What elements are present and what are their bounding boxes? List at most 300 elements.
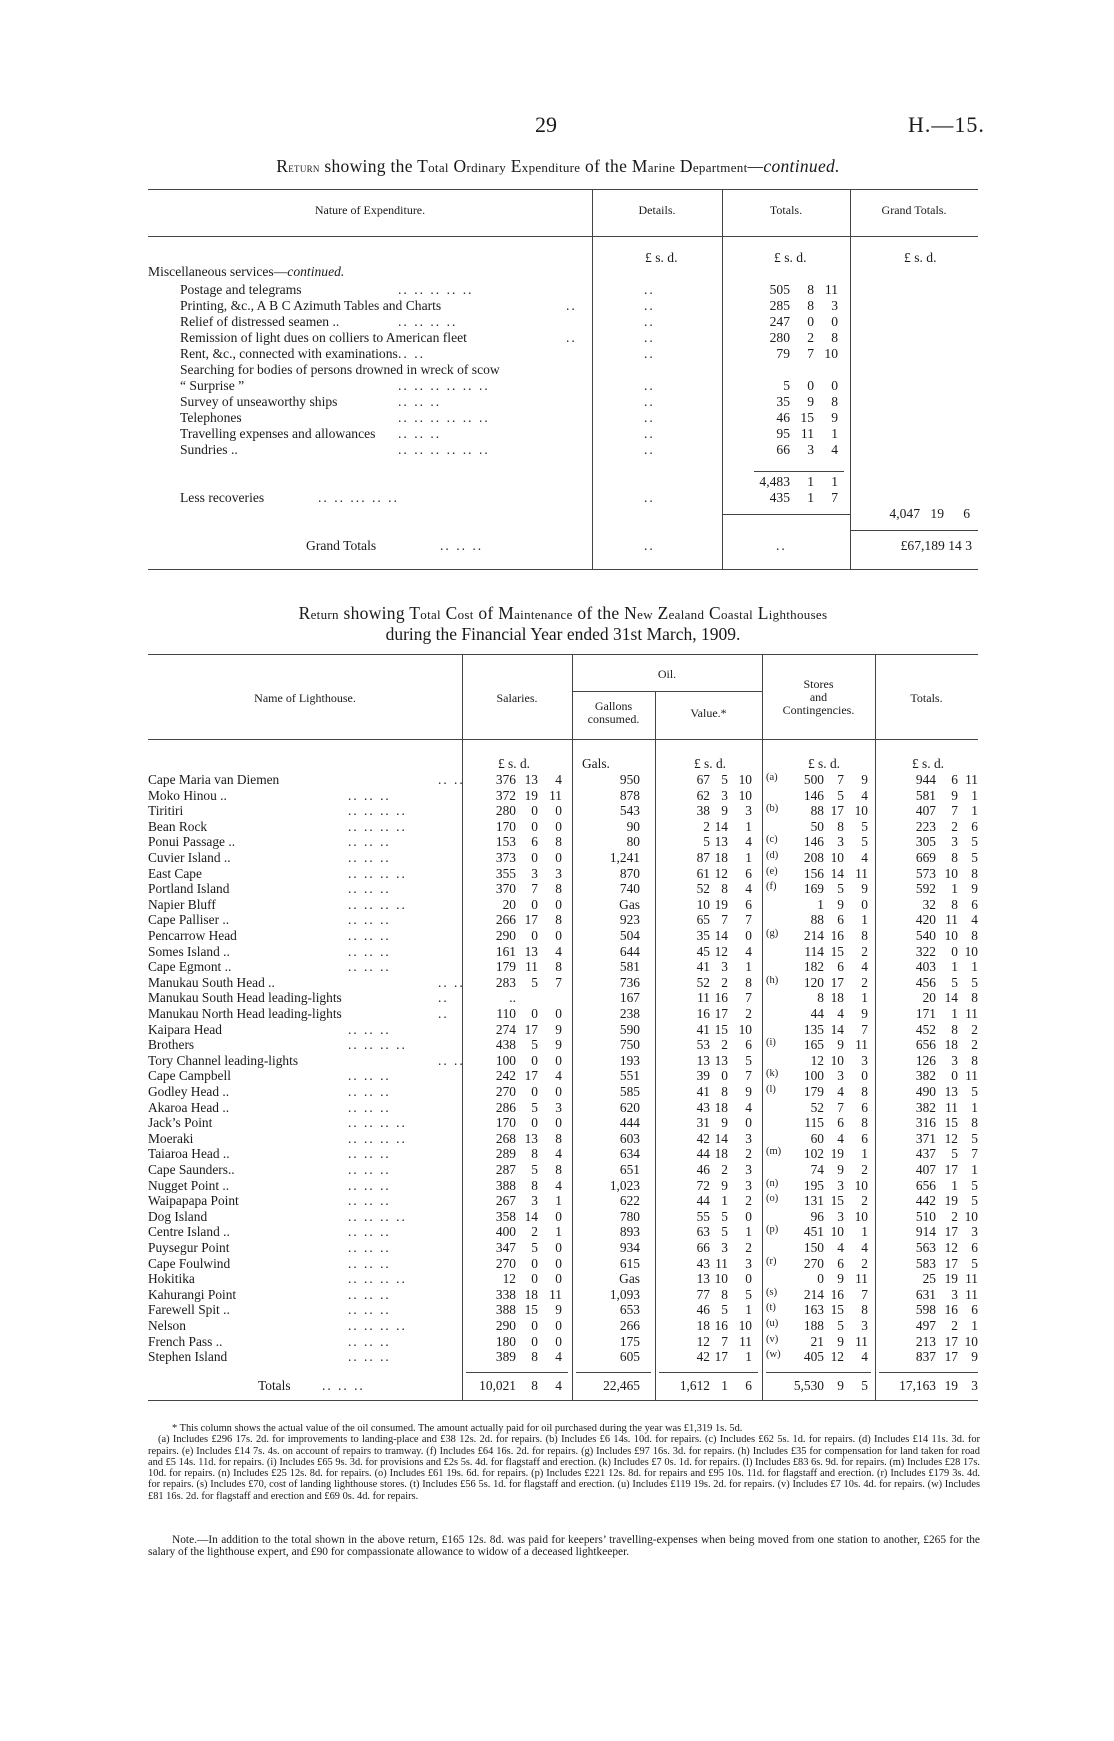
oil-value-pounds: 41 xyxy=(696,1084,710,1099)
total-shillings: 19 xyxy=(944,1193,958,1209)
total-shillings: 8 xyxy=(951,1021,958,1037)
stores-pence: 4 xyxy=(861,787,868,803)
lighthouse-name: Tiritiri xyxy=(148,803,184,819)
total-shillings: 7 xyxy=(951,803,958,819)
total-pence: 5 xyxy=(971,1130,978,1146)
oil-value-pence: 1 xyxy=(745,1302,752,1318)
oil-value-pence: 10 xyxy=(738,1318,752,1333)
row-dots: .. .. .. xyxy=(348,1021,391,1037)
total-pence: 1 xyxy=(971,1099,978,1115)
stores-pence: 2 xyxy=(861,974,868,990)
salary-shillings: 8 xyxy=(531,1349,538,1365)
stores-shillings: 5 xyxy=(837,1318,844,1333)
stores-shillings: 7 xyxy=(837,1099,844,1115)
salary-pence: 8 xyxy=(555,881,562,897)
table2-col-rule xyxy=(572,654,573,1400)
totals-rule xyxy=(576,1372,651,1373)
lighthouse-name: Waipapapa Point xyxy=(148,1193,239,1209)
oil-value-shillings: 7 xyxy=(721,1333,728,1349)
total-pounds: 944 xyxy=(915,772,936,787)
row-dots: .. .. .. .. xyxy=(348,865,407,881)
row-dots: .. .. xyxy=(398,346,425,361)
oil-value-pounds: 62 xyxy=(696,787,710,803)
row-dots: .. .. .. xyxy=(348,1302,391,1318)
stores-shillings: 9 xyxy=(837,1037,844,1053)
oil-value-pence: 2 xyxy=(745,1193,752,1209)
oil-value-pounds: 10 xyxy=(696,896,710,912)
stores-pounds: 146 xyxy=(803,834,824,850)
total-pounds: 583 xyxy=(915,1255,936,1271)
salary-shillings: 14 xyxy=(524,1208,538,1224)
table1-top-rule xyxy=(148,189,978,190)
stores-shillings: 6 xyxy=(837,912,844,928)
grand-total-dots: .. xyxy=(776,538,787,553)
stores-pounds: 195 xyxy=(803,1177,824,1193)
oil-value-pounds: 39 xyxy=(696,1068,710,1084)
stores-note-mark: (l) xyxy=(766,1084,776,1095)
stores-note-mark: (c) xyxy=(766,834,778,846)
stores-note-mark: (r) xyxy=(766,1255,777,1267)
salary-pounds: 110 xyxy=(496,1006,516,1021)
oil-gallons: 634 xyxy=(619,1146,640,1162)
total-shillings: 9 xyxy=(951,787,958,803)
salary-pounds: 180 xyxy=(495,1333,516,1349)
lighthouse-name: French Pass .. xyxy=(148,1333,223,1349)
less-pence: 7 xyxy=(831,490,838,505)
stores-pence: 4 xyxy=(861,1240,868,1255)
salary-pounds: 270 xyxy=(495,1255,516,1271)
totals-val-pounds: 1,612 xyxy=(679,1378,710,1393)
salary-shillings: 17 xyxy=(524,1021,538,1037)
oil-value-pence: 6 xyxy=(745,1037,752,1053)
oil-value-pence: 2 xyxy=(745,1006,752,1021)
total-shillings: 8 xyxy=(951,850,958,865)
row-label: Survey of unseaworthy ships xyxy=(180,394,338,409)
stores-pence: 10 xyxy=(854,1208,868,1224)
stores-pounds: 12 xyxy=(810,1052,824,1068)
oil-gallons: 622 xyxy=(619,1193,640,1209)
oil-value-pounds: 42 xyxy=(696,1349,710,1365)
stores-shillings: 15 xyxy=(830,1302,844,1318)
oil-gallons: 736 xyxy=(619,974,640,990)
row-detail-dots: .. xyxy=(644,314,655,329)
total-pounds: 420 xyxy=(915,912,936,928)
oil-gallons: 651 xyxy=(619,1162,640,1177)
total-pence: 5 xyxy=(971,834,978,850)
row-label: Sundries .. xyxy=(180,442,238,457)
row-pounds: 5 xyxy=(783,378,790,393)
total-pounds: 126 xyxy=(915,1052,936,1068)
row-pounds: 247 xyxy=(769,314,790,329)
salary-pence: 1 xyxy=(555,1224,562,1240)
stores-shillings: 18 xyxy=(830,990,844,1006)
salary-pence: 4 xyxy=(555,1146,562,1162)
total-pounds: 25 xyxy=(922,1271,936,1287)
less-detail-dots: .. xyxy=(644,490,655,505)
totals-tot-pence: 3 xyxy=(971,1378,978,1393)
salary-shillings: 13 xyxy=(524,1130,538,1146)
oil-value-pence: 8 xyxy=(745,974,752,990)
table2-title-line2: during the Financial Year ended 31st March, 1909. xyxy=(385,624,741,644)
oil-value-pence: 7 xyxy=(745,912,752,928)
stores-pence: 5 xyxy=(861,818,868,834)
oil-gallons: 1,241 xyxy=(609,850,640,865)
row-dots: .. .. .. .. xyxy=(348,1318,407,1333)
row-pounds: 95 xyxy=(776,426,790,441)
salary-pence: 4 xyxy=(555,772,562,787)
salary-pounds: 266 xyxy=(495,912,516,928)
stores-shillings: 6 xyxy=(837,959,844,975)
stores-pounds: 188 xyxy=(803,1318,824,1333)
lighthouse-name: Puysegur Point xyxy=(148,1240,230,1255)
total-shillings: 8 xyxy=(951,896,958,912)
stores-pounds: 102 xyxy=(803,1146,824,1162)
stores-pounds: 208 xyxy=(803,850,824,865)
page-number: 29 xyxy=(535,112,557,137)
stores-shillings: 9 xyxy=(837,896,844,912)
total-pounds: 563 xyxy=(915,1240,936,1255)
stores-note-mark: (u) xyxy=(766,1318,779,1329)
totals-rule xyxy=(879,1372,978,1373)
row-pounds: 46 xyxy=(776,410,790,425)
total-pence: 6 xyxy=(971,896,978,912)
stores-pounds: 165 xyxy=(803,1037,824,1053)
salary-pence: 8 xyxy=(555,834,562,850)
salary-pence: 0 xyxy=(555,803,562,819)
row-shillings: 15 xyxy=(800,410,814,425)
total-pence: 4 xyxy=(971,912,978,928)
lighthouse-name: Farewell Spit .. xyxy=(148,1302,230,1318)
salary-pence: 1 xyxy=(555,1193,562,1209)
oil-gallons: 780 xyxy=(619,1208,640,1224)
oil-value-pence: 10 xyxy=(738,787,752,803)
total-pence: 10 xyxy=(964,1333,978,1349)
oil-value-pounds: 72 xyxy=(696,1177,710,1193)
oil-value-pounds: 42 xyxy=(696,1130,710,1146)
stores-shillings: 3 xyxy=(837,1068,844,1084)
oil-value-pence: 1 xyxy=(745,1349,752,1365)
salary-pounds: 370 xyxy=(495,881,516,897)
row-pence: 4 xyxy=(831,442,838,457)
row-shillings: 0 xyxy=(807,314,814,329)
salary-shillings: 5 xyxy=(531,1099,538,1115)
salary-shillings: 0 xyxy=(531,1084,538,1099)
oil-gallons: 504 xyxy=(619,928,640,943)
stores-pounds: 0 xyxy=(817,1271,824,1287)
salary-pounds: 355 xyxy=(495,865,516,881)
oil-value-shillings: 8 xyxy=(721,1084,728,1099)
salary-pence: 8 xyxy=(555,959,562,975)
oil-value-shillings: 8 xyxy=(721,881,728,897)
row-detail-dots: .. xyxy=(644,298,655,313)
salary-pounds: 358 xyxy=(495,1208,516,1224)
stores-pence: 9 xyxy=(861,772,868,787)
stores-note-mark: (s) xyxy=(766,1286,778,1298)
table1-bottom-rule xyxy=(148,569,978,570)
stores-pounds: 500 xyxy=(803,772,824,787)
row-pence: 0 xyxy=(831,314,838,329)
totals-sto-shillings: 9 xyxy=(837,1378,844,1393)
table2-header-gallons: Gallons consumed. xyxy=(587,699,640,726)
oil-gallons: 193 xyxy=(619,1052,640,1068)
stores-note-mark: (e) xyxy=(766,865,778,877)
lighthouse-name: Bean Rock xyxy=(148,818,208,834)
stores-shillings: 14 xyxy=(830,865,844,881)
oil-value-pence: 0 xyxy=(745,928,752,943)
salary-shillings: 0 xyxy=(531,1318,538,1333)
salary-shillings: 13 xyxy=(524,772,538,787)
footnote-note: Note.—In addition to the total shown in the above return, £165 12s. 8d. was paid for keepers’ travelling-expenses when being moved from one station to another, £265 for the salary of the lighthouse expert, and £90 for compassionate allowance to widow of a deceased lightkeeper. xyxy=(148,1534,980,1559)
total-pence: 7 xyxy=(971,1146,978,1162)
row-label: Remission of light dues on colliers to American fleet xyxy=(180,330,467,345)
table1-header-nature: Nature of Expenditure. xyxy=(314,203,426,217)
total-shillings: 3 xyxy=(951,1286,958,1302)
salary-pence: 11 xyxy=(549,787,562,803)
total-pence: 8 xyxy=(971,1052,978,1068)
oil-value-pence: 1 xyxy=(745,850,752,865)
salary-pence: 8 xyxy=(555,912,562,928)
totals-sal-shillings: 8 xyxy=(531,1378,538,1393)
salary-pence: 0 xyxy=(555,850,562,865)
oil-value-shillings: 5 xyxy=(721,772,728,787)
salary-shillings: 0 xyxy=(531,850,538,865)
subtotal-pounds: 4,483 xyxy=(759,474,790,489)
stores-pounds: 60 xyxy=(810,1130,824,1146)
salary-pence: 0 xyxy=(555,1255,562,1271)
total-pence: 5 xyxy=(971,850,978,865)
salary-pounds: 286 xyxy=(495,1099,516,1115)
oil-value-shillings: 0 xyxy=(721,1068,728,1084)
salary-pence: 8 xyxy=(555,1162,562,1177)
row-dots: .. xyxy=(438,1006,449,1021)
stores-shillings: 16 xyxy=(830,1286,844,1302)
stores-shillings: 15 xyxy=(830,943,844,959)
total-pence: 6 xyxy=(971,1240,978,1255)
salary-pounds: 290 xyxy=(495,928,516,943)
salary-pounds: 389 xyxy=(495,1349,516,1365)
salary-shillings: 0 xyxy=(531,928,538,943)
salary-pence: 9 xyxy=(555,1037,562,1053)
table2-col-rule xyxy=(762,654,763,1400)
oil-gallons: 605 xyxy=(619,1349,640,1365)
oil-value-pounds: 43 xyxy=(696,1255,710,1271)
table2-header-stores: Stores and Contingencies. xyxy=(782,677,855,717)
salary-shillings: 13 xyxy=(524,943,538,959)
stores-shillings: 10 xyxy=(830,1224,844,1240)
oil-value-shillings: 2 xyxy=(721,974,728,990)
total-pounds: 407 xyxy=(915,803,936,819)
stores-pounds: 96 xyxy=(810,1208,824,1224)
stores-shillings: 8 xyxy=(837,818,844,834)
salary-pence: 4 xyxy=(555,943,562,959)
oil-value-pounds: 31 xyxy=(696,1115,710,1131)
stores-pounds: 214 xyxy=(803,928,824,943)
stores-note-mark: (o) xyxy=(766,1193,779,1205)
grand-value: £67,189 14 3 xyxy=(900,538,972,553)
lighthouse-name: Kahurangi Point xyxy=(148,1286,237,1302)
table1-grand-rule xyxy=(850,530,978,531)
row-shillings: 9 xyxy=(807,394,814,409)
total-pence: 10 xyxy=(964,1208,978,1224)
stores-shillings: 5 xyxy=(837,787,844,803)
table1-header-totals: Totals. xyxy=(769,203,803,217)
totals-sal-pence: 4 xyxy=(555,1378,562,1393)
stores-shillings: 9 xyxy=(837,1271,844,1287)
oil-gallons: 266 xyxy=(619,1318,640,1333)
oil-value-pounds: 13 xyxy=(696,1052,710,1068)
stores-pence: 3 xyxy=(861,1052,868,1068)
oil-value-pence: 10 xyxy=(738,772,752,787)
stores-pounds: 451 xyxy=(803,1224,824,1240)
total-pence: 11 xyxy=(965,1286,978,1302)
stores-pence: 8 xyxy=(861,1302,868,1318)
total-pounds: 452 xyxy=(915,1021,936,1037)
row-pence: 11 xyxy=(824,282,838,297)
oil-value-pounds: 5 xyxy=(703,834,710,850)
salary-shillings: 0 xyxy=(531,1271,538,1287)
oil-value-shillings: 8 xyxy=(721,1286,728,1302)
total-shillings: 16 xyxy=(944,1302,958,1318)
oil-value-pence: 3 xyxy=(745,803,752,819)
stores-pounds: 8 xyxy=(817,990,824,1006)
oil-gallons: 934 xyxy=(619,1240,640,1255)
salary-shillings: 0 xyxy=(531,1255,538,1271)
oil-value-shillings: 16 xyxy=(714,990,728,1006)
total-pounds: 656 xyxy=(915,1177,936,1193)
total-pence: 9 xyxy=(971,881,978,897)
row-dots: .. .. .. xyxy=(348,834,391,850)
less-shillings: 1 xyxy=(807,490,814,505)
table1-sum-rule xyxy=(754,471,844,472)
salary-pounds: 242 xyxy=(495,1068,516,1084)
row-dots: .. .. xyxy=(438,974,465,990)
total-shillings: 17 xyxy=(944,1224,958,1240)
salary-shillings: 18 xyxy=(524,1286,538,1302)
stores-note-mark: (i) xyxy=(766,1037,776,1049)
table2-header-salaries: Salaries. xyxy=(496,691,538,705)
oil-gallons: 740 xyxy=(619,881,640,897)
oil-value-shillings: 5 xyxy=(721,1208,728,1224)
row-pounds: 280 xyxy=(769,330,790,345)
total-pence: 6 xyxy=(971,1302,978,1318)
total-pounds: 669 xyxy=(915,850,936,865)
table1-col-rule xyxy=(722,189,723,569)
lighthouse-name: Pencarrow Head xyxy=(148,928,237,943)
stores-note-mark: (m) xyxy=(766,1146,782,1158)
salary-shillings: 17 xyxy=(524,912,538,928)
row-label: Printing, &c., A B C Azimuth Tables and Charts xyxy=(180,298,442,313)
salary-shillings: 7 xyxy=(531,881,538,897)
oil-value-pence: 3 xyxy=(745,1162,752,1177)
table2-header-oil: Oil. xyxy=(657,667,677,681)
row-label: Travelling expenses and allowances xyxy=(180,426,376,441)
oil-value-pounds: 44 xyxy=(696,1193,710,1209)
salary-shillings: 5 xyxy=(531,974,538,990)
total-pounds: 437 xyxy=(915,1146,936,1162)
total-pence: 8 xyxy=(971,990,978,1006)
row-pence: 3 xyxy=(831,298,838,313)
salary-pounds: 161 xyxy=(495,943,516,959)
subtotal-pence: 1 xyxy=(831,474,838,489)
row-shillings: 8 xyxy=(807,282,814,297)
table2-col-rule xyxy=(655,691,656,1400)
stores-pence: 4 xyxy=(861,850,868,865)
total-shillings: 2 xyxy=(951,1208,958,1224)
total-pence: 3 xyxy=(971,1224,978,1240)
lighthouse-name: Ponui Passage .. xyxy=(148,834,236,850)
oil-value-pence: 11 xyxy=(739,1333,752,1349)
oil-gallons: 238 xyxy=(619,1006,640,1021)
oil-gallons: Gas xyxy=(619,1271,640,1287)
net-pounds: 4,047 xyxy=(889,506,920,521)
table2-oil-rule xyxy=(572,691,762,692)
salary-shillings: 0 xyxy=(531,1115,538,1131)
stores-pence: 2 xyxy=(861,1193,868,1209)
stores-shillings: 4 xyxy=(837,1240,844,1255)
stores-pence: 1 xyxy=(861,990,868,1006)
row-pence: 8 xyxy=(831,330,838,345)
row-dots: .. .. .. xyxy=(348,1255,391,1271)
oil-value-pounds: 46 xyxy=(696,1162,710,1177)
total-shillings: 17 xyxy=(944,1349,958,1365)
net-pence: 6 xyxy=(963,506,970,521)
table2-header-totals: Totals. xyxy=(910,691,943,705)
stores-shillings: 4 xyxy=(837,1006,844,1021)
oil-value-shillings: 5 xyxy=(721,1224,728,1240)
total-pounds: 631 xyxy=(915,1286,936,1302)
row-shillings: 3 xyxy=(807,442,814,457)
salary-shillings: 0 xyxy=(531,818,538,834)
row-dots: .. .. .. xyxy=(348,943,391,959)
oil-value-pence: 4 xyxy=(745,881,752,897)
lighthouse-name: Brothers xyxy=(148,1037,195,1053)
oil-value-pounds: 52 xyxy=(696,881,710,897)
row-dots: .. .. .. xyxy=(348,1084,391,1099)
oil-value-shillings: 13 xyxy=(714,834,728,850)
stores-pence: 0 xyxy=(861,1068,868,1084)
salary-pounds: 287 xyxy=(495,1162,516,1177)
oil-value-pounds: 61 xyxy=(696,865,710,881)
total-shillings: 14 xyxy=(944,990,958,1006)
total-pounds: 382 xyxy=(915,1068,936,1084)
oil-gallons: 581 xyxy=(619,959,640,975)
stores-pence: 10 xyxy=(854,1177,868,1193)
total-pounds: 403 xyxy=(915,959,936,975)
oil-value-shillings: 12 xyxy=(714,943,728,959)
lighthouse-name: Cape Saunders.. xyxy=(148,1162,235,1177)
lighthouse-name: Cape Campbell xyxy=(148,1068,231,1084)
oil-value-pounds: 11 xyxy=(697,990,710,1006)
oil-value-pence: 5 xyxy=(745,1052,752,1068)
salary-shillings: 2 xyxy=(531,1224,538,1240)
salary-pence: 0 xyxy=(555,818,562,834)
salary-pence: 11 xyxy=(549,1286,562,1302)
lighthouse-name: Cape Palliser .. xyxy=(148,912,230,928)
row-shillings: 7 xyxy=(807,346,814,361)
row-dots: .. .. .. xyxy=(348,959,391,975)
lighthouse-name: Tory Channel leading-lights xyxy=(148,1052,299,1068)
totals-val-shillings: 1 xyxy=(721,1378,728,1393)
oil-value-pence: 9 xyxy=(745,1084,752,1099)
row-dots: .. .. .. xyxy=(398,426,442,441)
row-dots: .. .. xyxy=(438,1052,465,1068)
total-shillings: 6 xyxy=(951,772,958,787)
total-pence: 1 xyxy=(971,803,978,819)
subtotal-shillings: 1 xyxy=(807,474,814,489)
total-shillings: 12 xyxy=(944,1130,958,1146)
oil-gallons: 585 xyxy=(619,1084,640,1099)
total-pence: 8 xyxy=(971,865,978,881)
